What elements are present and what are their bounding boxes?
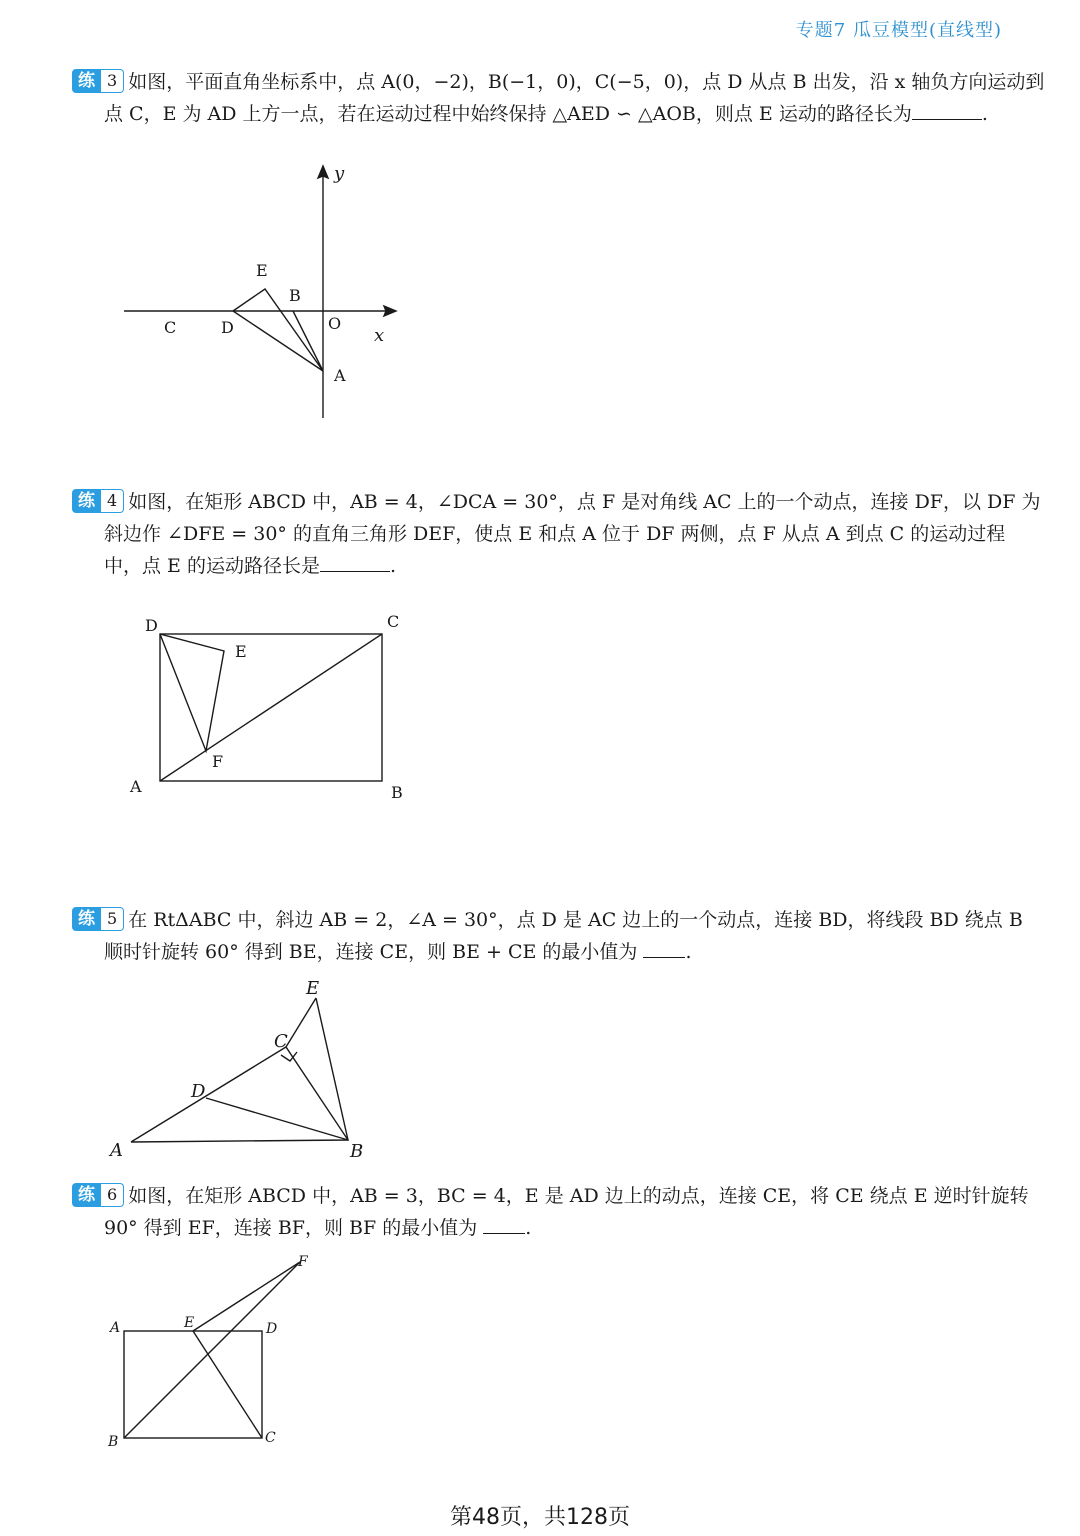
problem-3: 练 3 如图，平面直角坐标系中，点 A(0，−2)，B(−1，0)，C(−5，0)，点 D 从点 B 出发，沿 x 轴负方向运动到 点 C，E 为 AD 上方一点，若在运动过程中始终保持 △AED ∽ △AOB，则点 E 运动的路径长为 . xyxy=(72,66,1016,130)
problem-text: 在 RtΔABC 中，斜边 AB = 2，∠A = 30°，点 D 是 AC 边上的一个动点，连接 BD，将线段 BD 绕点 B xyxy=(128,909,1023,931)
label-B: B xyxy=(350,1141,364,1162)
problem-5: 练 5 在 RtΔABC 中，斜边 AB = 2，∠A = 30°，点 D 是 AC 边上的一个动点，连接 BD，将线段 BD 绕点 B 顺时针旋转 60° 得到 BE，连接 CE，则 BE + CE 的最小值为 . xyxy=(72,904,1016,968)
label-B: B xyxy=(391,783,403,802)
label-D: D xyxy=(145,616,158,635)
problem-tag: 练 3 xyxy=(72,69,124,93)
label-C: C xyxy=(387,612,400,631)
problem-text: 如图，在矩形 ABCD 中，AB = 4，∠DCA = 30°，点 F 是对角线 AC 上的一个动点，连接 DF，以 DF 为 xyxy=(128,491,1041,513)
label-A: A xyxy=(110,1140,123,1161)
label-C: C xyxy=(164,318,177,337)
problem-text: 90° 得到 EF，连接 BF，则 BF 的最小值为 xyxy=(104,1217,478,1239)
label-y: y xyxy=(334,163,345,184)
label-B: B xyxy=(108,1434,119,1450)
problem-tag: 练 5 xyxy=(72,907,124,931)
answer-blank xyxy=(483,1213,525,1234)
problem-text: 中，点 E 的运动路径长是 xyxy=(104,555,320,577)
label-E: E xyxy=(256,261,268,280)
label-A: A xyxy=(110,1320,121,1336)
label-B: B xyxy=(289,286,301,305)
problem-text: 点 C，E 为 AD 上方一点，若在运动过程中始终保持 △AED ∽ △AOB，则点 E 运动的路径长为 xyxy=(104,103,912,125)
problem-tag: 练 6 xyxy=(72,1183,124,1207)
problem-6: 练 6 如图，在矩形 ABCD 中，AB = 3，BC = 4，E 是 AD 边上的动点，连接 CE，将 CE 绕点 E 逆时针旋转 90° 得到 EF，连接 BF，则 BF 的最小值为 . xyxy=(72,1180,1016,1244)
label-E: E xyxy=(184,1315,195,1331)
answer-blank xyxy=(643,937,685,958)
label-A: A xyxy=(130,777,142,796)
label-E: E xyxy=(306,978,320,999)
label-F: F xyxy=(212,752,224,771)
label-D: D xyxy=(221,318,234,337)
label-D: D xyxy=(191,1081,206,1102)
problem-tag: 练 4 xyxy=(72,489,124,513)
problem-text: 如图，平面直角坐标系中，点 A(0，−2)，B(−1，0)，C(−5，0)，点 D 从点 B 出发，沿 x 轴负方向运动到 xyxy=(128,71,1045,93)
problem-4: 练 4 如图，在矩形 ABCD 中，AB = 4，∠DCA = 30°，点 F 是对角线 AC 上的一个动点，连接 DF，以 DF 为 斜边作 ∠DFE = 30° 的直角三角形 DEF，使点 E 和点 A 位于 DF 两侧，点 F 从点 A 到点 C 的运动过程 中，点 E 的运动路径长是 . xyxy=(72,486,1016,582)
page-footer: 第48页，共128页 xyxy=(450,1505,630,1530)
label-x: x xyxy=(374,325,385,346)
problem-text: 如图，在矩形 ABCD 中，AB = 3，BC = 4，E 是 AD 边上的动点，连接 CE，将 CE 绕点 E 逆时针旋转 xyxy=(128,1185,1029,1207)
label-D: D xyxy=(266,1321,278,1337)
label-C: C xyxy=(265,1430,276,1446)
label-E: E xyxy=(235,642,247,661)
answer-blank xyxy=(320,551,390,572)
problem-text: 顺时针旋转 60° 得到 BE，连接 CE，则 BE + CE 的最小值为 xyxy=(104,941,638,963)
label-C: C xyxy=(274,1031,288,1052)
label-O: O xyxy=(328,314,342,333)
label-F: F xyxy=(298,1254,308,1270)
page-header: 专题7 瓜豆模型(直线型) xyxy=(795,20,1002,41)
problem-text: 斜边作 ∠DFE = 30° 的直角三角形 DEF，使点 E 和点 A 位于 DF 两侧，点 F 从点 A 到点 C 的运动过程 xyxy=(104,523,1006,545)
label-A: A xyxy=(334,366,346,385)
